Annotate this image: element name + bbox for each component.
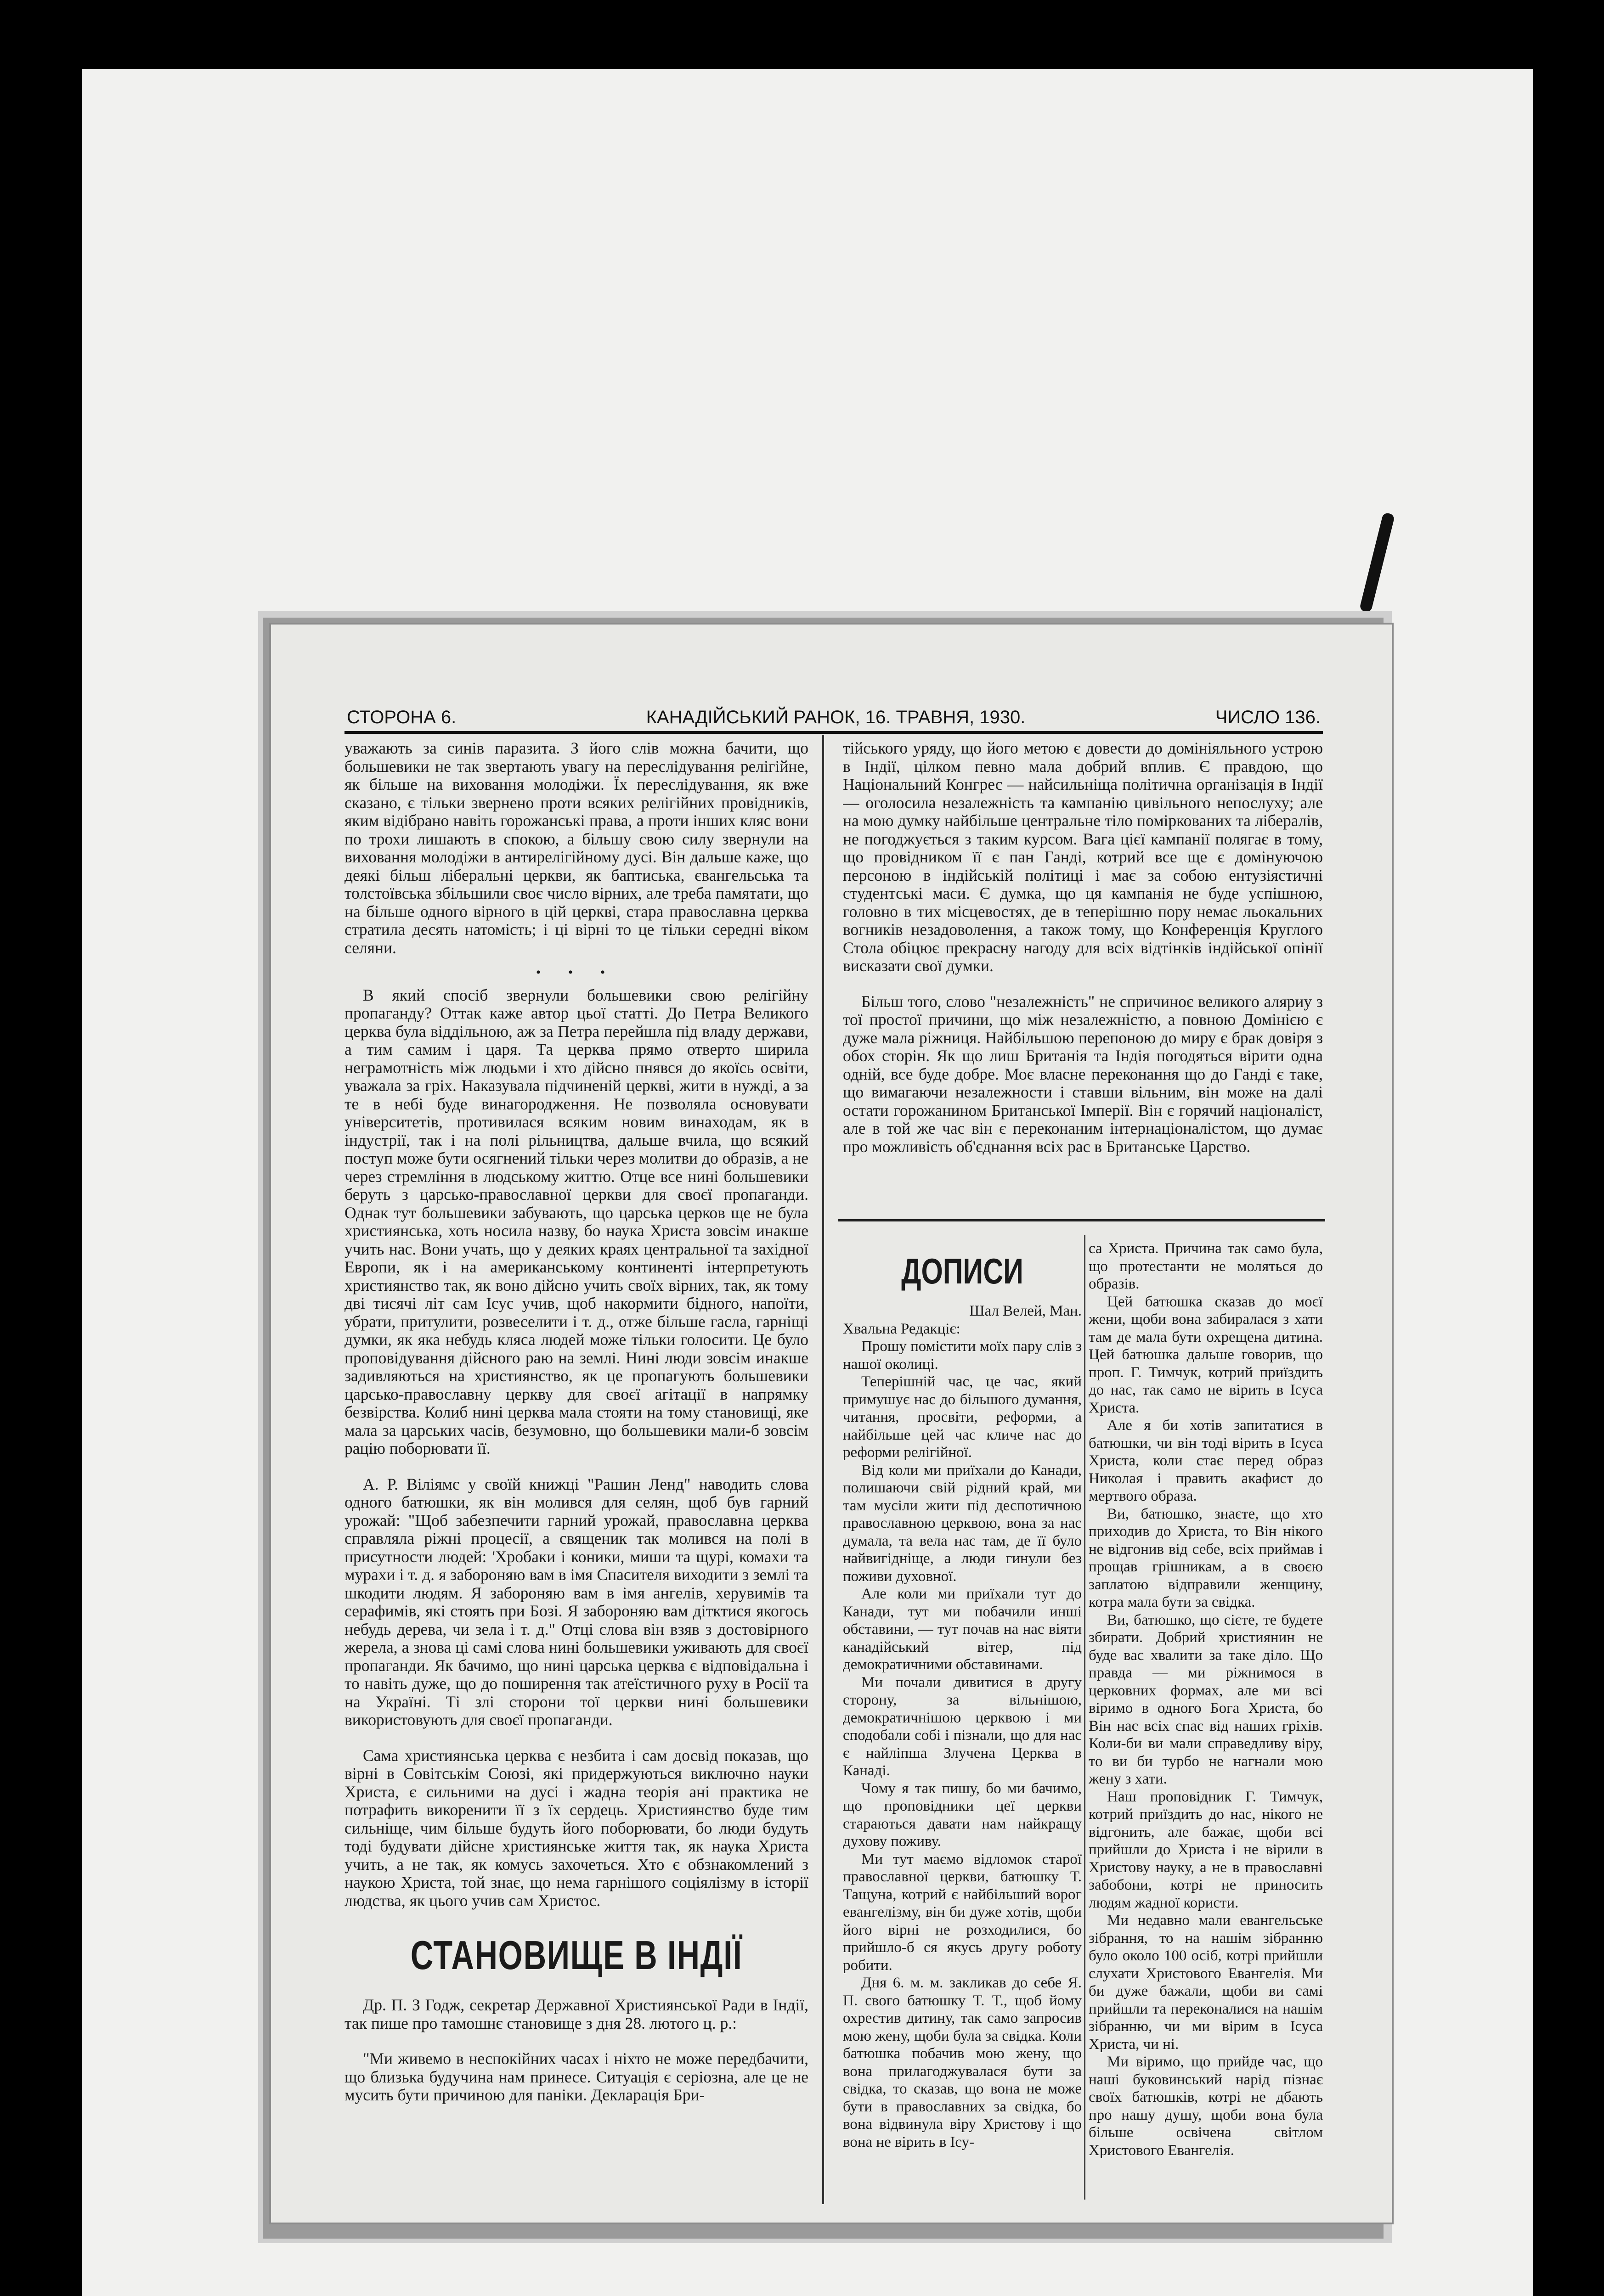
letter-paragraph: Чому я так пишу, бо ми бачимо, що проповідники цеї церкви стараються давати нам найкращу духову поживу.	[843, 1780, 1082, 1850]
page-number: СТОРОНА 6.	[347, 707, 457, 727]
section-rule	[838, 1219, 1325, 1221]
article-heading: СТАНОВИЩЕ В ІНДІЇ	[410, 1932, 743, 1978]
header-rule	[345, 731, 1323, 734]
letter-paragraph: Ви, батюшко, що сієте, те будете збирати. Добрий християнин не буде вас хвалити за таке діло. Що правда — ми ріжнимося в церковних формах, але ми всі віримо в одного Бога Христа, бо Він нас всіх спас від наших гріхів. Коли-би ви мали справедливу віру, то ви би турбо не нагнали мою жену з хати.	[1089, 1611, 1323, 1787]
letter-paragraph: Але коли ми приїхали тут до Канади, тут ми побачили инші обставини, — тут почав на нас віяти канадійський вітер, під демократичними обставинами.	[843, 1586, 1082, 1673]
letter-paragraph: Наш проповідник Г. Тимчук, котрий приїздить до нас, нікого не відгонить, але бажає, щоби всі прийшли до Христа і не вірили в Христову науку, а не в православні забобони, котрі не приносить людям жадної користи.	[1089, 1788, 1323, 1911]
letter-paragraph: Ми віримо, що прийде час, що наші буковинський нарід пізнає своїх батюшків, котрі не дбають про нашу душу, щоби вона була більше освічена світлом Христового Евангелія.	[1089, 2054, 1323, 2159]
letter-paragraph: Ми недавно мали евангельське зібрання, то на нашім зібранню було около 100 осіб, котрі прийшли слухати Христового Евангелія. Ми би дуже бажали, щоби ви самі прийшли та переконалися на нашім зібранню, чи ми вірим в Ісуса Христа, чи ні.	[1089, 1912, 1323, 2053]
right-column-continuation	[843, 739, 1323, 1217]
issue-number: ЧИСЛО 136.	[1215, 707, 1321, 727]
letter-paragraph: Теперішній час, це час, який примушує нас до більшого думання, читання, просвіти, реформи, а найбільше цей час кличе нас до реформи релігійної.	[843, 1373, 1082, 1461]
letter-paragraph: Цей батюшка сказав до моєї жени, щоби вона забиралася з хати там де мала бути охрещена дитина. Цей батюшка дальше говорив, що проп. Г. Тимчук, котрий приїздить до нас, так само не вірить в Ісуса Христа.	[1089, 1293, 1323, 1416]
letter-paragraph: Ви, батюшко, знаєте, що хто приходив до Христа, то Він нікого не відгонив від себе, всіх приймав і прощав грішникам, а в своєю заплатою відправили женщину, котра мала бути за свідка.	[1089, 1505, 1323, 1610]
running-head	[347, 696, 1321, 728]
article-paragraph: А. Р. Віліямс у своїй книжці "Рашин Ленд" наводить слова одного батюшки, як він молився для селян, щоб був гарний урожай: "Щоб забезпечити гарний урожай, православна церква справляла ріжні процесії, а священик так молився на полі в присутности людей: 'Хробаки і коники, миши та щурі, комахи та мурахи і т. д. я забороняю вам в імя Спасителя виходити з землі та шкодити людям. Я забороняю вам в імя ангелів, херувимів та серафимів, які стоять при Бозі. Я забороняю вам дітктися якогось небудь дерева, чи зела і т. д." Отці слова він взяв з достовірного жерела, а знова ці самі слова нині большевики уживають для своєї пропаганди. Як бачимо, що нині царська церква є відповідальна і то навіть дуже, що до поширення так атеїстичного руху в Росії та на Україні. Ті злі сторони тої церкви нині большевики використовують для своєї пропаганди.	[345, 1474, 808, 1729]
section-separator: • • •	[536, 965, 617, 980]
letter-place: Шал Велей, Ман.	[969, 1303, 1082, 1319]
letter-paragraph: Прошу помістити моїх пару слів з нашої околиці.	[843, 1338, 1082, 1373]
left-column	[345, 739, 808, 2204]
column-rule	[1084, 1235, 1085, 2200]
masthead	[646, 707, 1026, 728]
letter-paragraph: Але я би хотів запитатися в батюшки, чи він тоді вірить в Ісуса Христа, коли стає перед образ Николая і править акафист до мертвого образа.	[1089, 1417, 1323, 1504]
article-paragraph: В який спосіб звернули большевики свою релігійну пропаганду? Оттак каже автор цьої статті. До Петра Великого церква була віддільною, аж за Петра перейшла під владу держави, а тим самим і царя. Та церква прямо отверто ширила неграмотність між людьми і хто дійсно пнявся до якоїсь освіти, уважала за гріх. Наказувала підчиненій церкві, жити в нужді, а за те в небі буде винагородження. Не позволяла основувати університетів, противилася всяким новим винаходам, як в індустрії, так і на полі рільництва, дальше вчила, що всякий поступ може бути осягнений тільки через молитви до образів, а не через стремління в людському життю. Отце все нині большевики беруть з царсько-православної церкви для своєї пропаганди. Однак тут большевики забувають, що царська церков ще не була християнська, хоть носила назву, бо наука Христа зовсім инакше учить нас. Вони учать, що у деяких краях центральної та західної Европи, як і на американському континенті інтерпретують християнство так, як воно дійсно учить своїх вірних, так, як тому дві тисячі літ сам Ісус учив, щоб накормити бідного, напоїти, убрати, притулити, розвеселити і т. д., отже більше гасла, гарніщі думки, як яка небудь кляса людей може тільки голосити. Це було проповідування дійсного раю на землі. Нині люди зовсім инакше задивляються на християнство, як це пропагують большевики царсько-православну церкву для своєї агітації в напрямку безвірства. Колиб нині церква мала стояти на тому становищі, яке мала за царських часів, безумовно, що большевики мали-б зовсім рацію поборювати її.	[345, 985, 808, 1458]
article-paragraph: "Ми живемо в неспокійних часах і ніхто не може передбачити, що близька будучина нам принесе. Ситуація є серіозна, але це не мусить бути причиною для паніки. Декларація Бри-	[345, 2049, 808, 2104]
letter-paragraph: Від коли ми приїхали до Канади, полишаючи свій рідний край, ми там мусіли жити під деспотичною православною церквою, вона за нас думала, та вела нас там, де її було найвигідніще, а люди гинули без поживи духовної.	[843, 1462, 1082, 1585]
article-paragraph: уважають за синів паразита. З його слів можна бачити, що большевики не так звертають увагу на переслідування релігійне, як більше на виховання молодіжи. Їх переслідування, як вже сказано, є тільки звернено проти всяких релігійних провідників, яким відібрано навіть горожанські права, а проти інших кляс вони по трохи лишають в спокою, а більшу свою силу звернули на виховання молодіжи в антирелігійному дусі. Він дальше каже, що деякі більш ліберальні церкви, як баптиська, євангельська та толстоївська збільшили своє число вірних, але треба памятати, що на більше одного вірного в цій церкві, стара православна церква стратила десять натомість; і ці вірні то це тільки середні віком селяни.	[345, 739, 808, 957]
article-paragraph: Більш того, слово "незалежність" не спричиноє великого аляриу з тої простої причини, що між незалежністю, а повною Домінією є дуже мала ріжниця. Найбільшою перепоною до миру є брак довіря з обох сторін. Як що лиш Британія та Індія погодяться вірити одна одній, все буде добре. Моє власне переконання що до Ганді є таке, що вимагаючи незалежности і ставши вільним, він може на далі остати горожанином Британської Імперії. Він є горячий націоналіст, але в той же час він є переконаним інтернаціоналістом, що думає про можливість об'єднання всіх рас в Британське Царство.	[843, 992, 1323, 1156]
letter-paragraph: Ми тут маємо відломок старої православної церкви, батюшку Т. Тащуна, котрий є найбільший ворог евангелізму, він би дуже хотів, щоби його вірні не розходилися, бо прийшло-б ся якусь другу роботу робити.	[843, 1851, 1082, 1974]
article-paragraph: тійського уряду, що його метою є довести до домініяльного устрою в Індії, цілком певно мала добрий вплив. Є правдою, що Національний Конгрес — найсильніща політична організація в Індії — оголосила незалежність та кампанію цивільного непослуху; але на мою думку найбільше центральне тіло поміркованих та лібералів, не погоджується з таким курсом. Вага цієї кампанії полягає в тому, що провідником її є пан Ганді, котрий все ще є домінуючою персоною в індійській політиці і має за собою ентузіястичні студентські маси. Є думка, що ця кампанія не буде успішною, головно в тих місцевостях, де в теперішню пору немає льокальних вогників незадоволення, а також тому, що Конференція Круглого Стола обіцює прекрасну нагоду для всіх відтінків індійської опінії висказати свої думки.	[843, 739, 1323, 975]
letter-paragraph: Ми почали дивитися в другу сторону, за вільнішою, демократичнішою церквою і ми сподобали собі і пізнали, що для нас є найліпша Злучена Церква в Канаді.	[843, 1674, 1082, 1779]
paper-title: КАНАДІЙСЬКИЙ РАНОК,	[646, 707, 860, 727]
column-rule	[822, 735, 824, 2204]
article-paragraph: Сама християнська церква є незбита і сам досвід показав, що вірні в Совітськім Союзі, які придержуються виключно науки Христа, є сильними на дусі і жадна теорія ані практика не потрафить викоренити її з їх сердець. Християнство буде тим сильніще, чим більше будуть його поборювати, бо люди будуть тоді будувати дійсне християнське життя так, як наука Христа учить, а не так, як комусь захочеться. Хто є обзнакомлений з наукою Христа, той знає, що нема гарнішого соціялізму в історії людства, як цього учив сам Христос.	[345, 1746, 808, 1910]
letter-paragraph: са Христа. Причина так само була, що протестанти не моляться до образів.	[1089, 1240, 1323, 1292]
article-paragraph: Др. П. З Годж, секретар Державної Християнської Ради в Індії, так пише про тамошнє становище з дня 28. лютого ц. р.:	[345, 1996, 808, 2032]
newspaper-page	[271, 625, 1392, 2223]
letters-column-1	[843, 1240, 1082, 2195]
section-heading: ДОПИСИ	[901, 1251, 1023, 1291]
letter-paragraph: Дня 6. м. м. закликав до себе Я. П. свого батюшку Т. Т., щоб йому охрестив дитину, так само запросив мою жену, щоби була за свідка. Коли батюшка побачив мою жену, що вона прилагоджувалася бути за свідка, то сказав, що вона не може бути в православних за свідка, бо вона відвинула віру Христову і що вона не вірить в Ісу-	[843, 1975, 1082, 2150]
issue-date: 16. ТРАВНЯ, 1930.	[865, 707, 1026, 727]
letters-column-2	[1089, 1240, 1323, 2195]
letter-salutation: Хвальна Редакціє:	[843, 1320, 960, 1337]
